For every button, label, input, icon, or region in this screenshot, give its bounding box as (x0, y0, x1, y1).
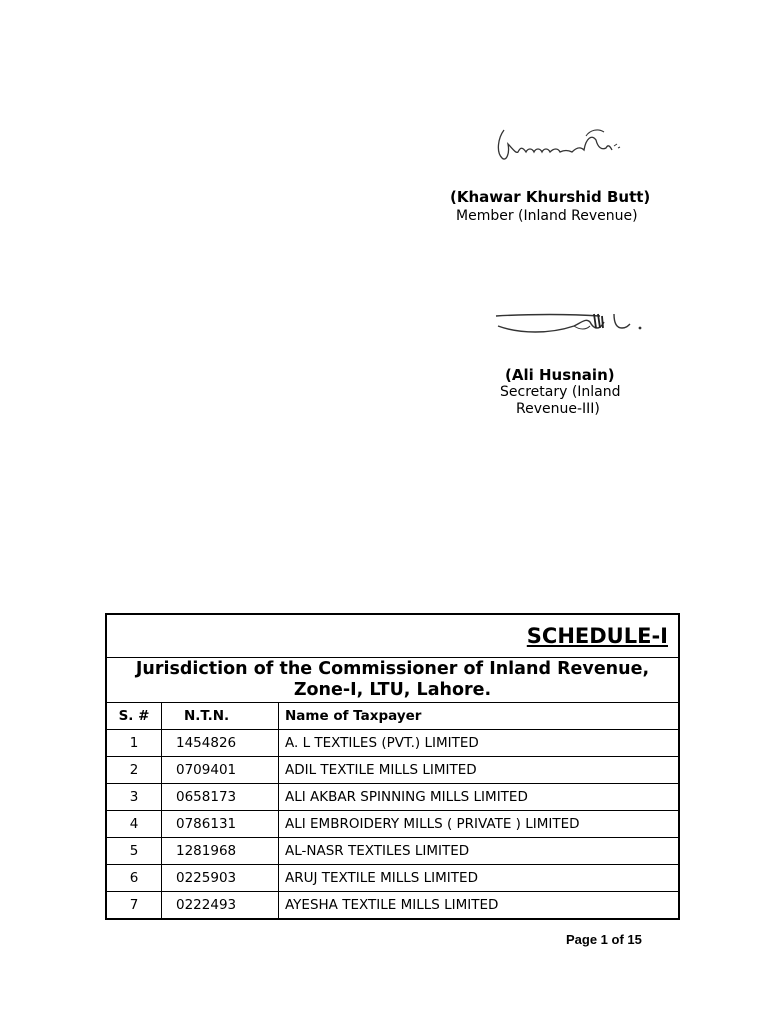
cell-taxpayer-name: ARUJ TEXTILE MILLS LIMITED (279, 865, 680, 892)
signatory-1-name: (Khawar Khurshid Butt) (450, 188, 651, 206)
cell-taxpayer-name: ALI EMBROIDERY MILLS ( PRIVATE ) LIMITED (279, 811, 680, 838)
cell-ntn: 0786131 (162, 811, 279, 838)
signatory-1-title: Member (Inland Revenue) (456, 208, 638, 224)
schedule-heading-cell (106, 614, 679, 658)
col-header-taxpayer-name: Name of Taxpayer (279, 703, 680, 730)
table-row (106, 811, 679, 838)
table-row (106, 865, 679, 892)
cell-serial: 5 (106, 838, 162, 865)
schedule-heading: SCHEDULE-I (526, 624, 668, 648)
jurisdiction-cell (106, 658, 679, 703)
table-header-row (106, 703, 679, 730)
cell-serial: 2 (106, 757, 162, 784)
cell-serial: 1 (106, 730, 162, 757)
cell-taxpayer-name: A. L TEXTILES (PVT.) LIMITED (279, 730, 680, 757)
page-number: Page 1 of 15 (566, 932, 642, 947)
cell-ntn: 0222493 (162, 892, 279, 920)
signatory-2-title-line2: Revenue-III) (516, 401, 600, 417)
cell-ntn: 0225903 (162, 865, 279, 892)
cell-ntn: 1281968 (162, 838, 279, 865)
table-row (106, 757, 679, 784)
cell-ntn: 0658173 (162, 784, 279, 811)
cell-taxpayer-name: ALI AKBAR SPINNING MILLS LIMITED (279, 784, 680, 811)
col-header-ntn: N.T.N. (162, 703, 279, 730)
cell-taxpayer-name: AYESHA TEXTILE MILLS LIMITED (279, 892, 680, 920)
cell-serial: 4 (106, 811, 162, 838)
cell-serial: 7 (106, 892, 162, 920)
table-row (106, 838, 679, 865)
signature-ali-husnain (490, 300, 665, 345)
cell-taxpayer-name: AL-NASR TEXTILES LIMITED (279, 838, 680, 865)
signature-khawar-khurshid-butt (490, 118, 630, 170)
signatory-2-name: (Ali Husnain) (505, 366, 615, 384)
table-row (106, 730, 679, 757)
jurisdiction-line-2: Zone-I, LTU, Lahore. (293, 680, 492, 700)
cell-serial: 3 (106, 784, 162, 811)
schedule-table (105, 613, 680, 920)
table-row (106, 892, 679, 920)
table-row (106, 784, 679, 811)
cell-serial: 6 (106, 865, 162, 892)
jurisdiction-line-1: Jurisdiction of the Commissioner of Inland Revenue, (135, 659, 650, 679)
cell-taxpayer-name: ADIL TEXTILE MILLS LIMITED (279, 757, 680, 784)
col-header-serial: S. # (106, 703, 162, 730)
cell-ntn: 0709401 (162, 757, 279, 784)
signatory-2-title-line1: Secretary (Inland (500, 384, 621, 400)
cell-ntn: 1454826 (162, 730, 279, 757)
